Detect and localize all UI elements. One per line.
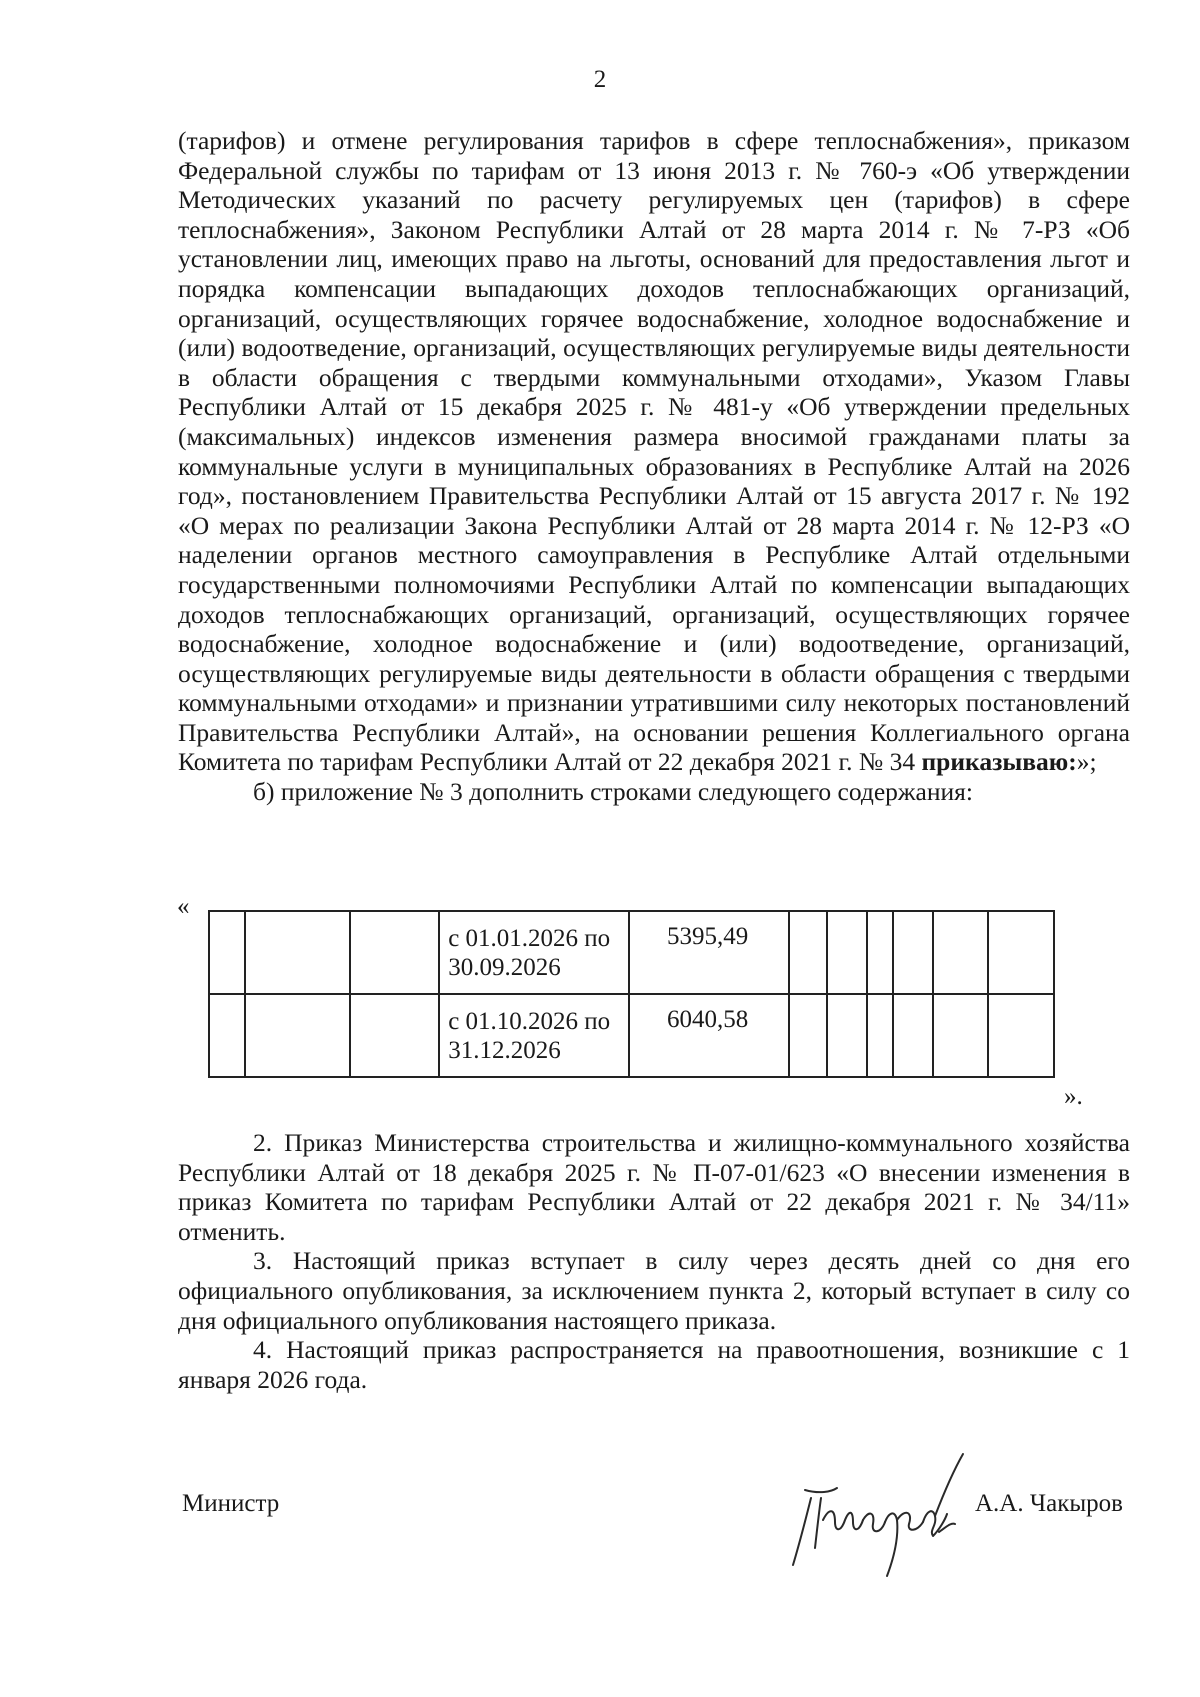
item-2: 2. Приказ Министерства строительства и жилищно-коммунального хозяйства Республики Алтай от 18 декабря 2025 г. № П-07-01/623 «О внесении изменения в приказ Комитета по тарифам Республики Алтай от 22 декабря 2021 г. № 34/11» отменить. xyxy=(178,1128,1130,1246)
page-number: 2 xyxy=(593,66,607,93)
document-body xyxy=(178,126,1130,807)
table-cell xyxy=(988,994,1054,1077)
intro-tail: »; xyxy=(1076,747,1097,777)
table-quote-close: ». xyxy=(1064,1083,1083,1110)
table-cell xyxy=(209,994,245,1077)
table-cell xyxy=(933,994,988,1077)
table-cell xyxy=(245,994,350,1077)
item-3: 3. Настоящий приказ вступает в силу через десять дней со дня его официального опубликования, за исключением пункта 2, который вступает в силу со дня официального опубликования настоящего приказа. xyxy=(178,1246,1130,1335)
period-cell: с 01.10.2026 по 31.12.2026 xyxy=(439,994,629,1077)
table-cell xyxy=(893,911,933,994)
tariff-value-cell: 5395,49 xyxy=(629,911,789,994)
table-cell xyxy=(988,911,1054,994)
tariff-value-cell: 6040,58 xyxy=(629,994,789,1077)
table-cell xyxy=(245,911,350,994)
table-cell xyxy=(827,994,867,1077)
table-cell xyxy=(350,994,440,1077)
table-cell xyxy=(789,911,827,994)
handwritten-signature xyxy=(785,1450,975,1580)
table-cell xyxy=(789,994,827,1077)
tariff-table xyxy=(208,910,1055,1078)
table-cell xyxy=(209,911,245,994)
table-cell xyxy=(867,911,894,994)
table-cell xyxy=(893,994,933,1077)
table-quote-open: « xyxy=(177,893,190,920)
table-row xyxy=(209,994,1054,1077)
period-cell: с 01.01.2026 по 30.09.2026 xyxy=(439,911,629,994)
order-keyword: приказываю: xyxy=(921,747,1077,777)
table-row xyxy=(209,911,1054,994)
subitem-b: б) приложение № 3 дополнить строками следующего содержания: xyxy=(253,777,973,807)
item-4: 4. Настоящий приказ распространяется на правоотношения, возникшие с 1 января 2026 года. xyxy=(178,1335,1130,1394)
signer-role: Министр xyxy=(182,1490,280,1517)
signer-name: А.А. Чакыров xyxy=(975,1490,1123,1517)
signature-block xyxy=(0,1450,1200,1590)
table-cell xyxy=(827,911,867,994)
table-cell xyxy=(933,911,988,994)
intro-paragraph xyxy=(178,126,1130,777)
order-items xyxy=(178,1128,1130,1394)
intro-text: (тарифов) и отмене регулирования тарифов в сфере теплоснабжения», приказом Федеральной службы по тарифам от 13 июня 2013 г. № 760-э «Об утверждении Методических указаний по расчету регулируемых цен (тарифов) в сфере теплоснабжения», Законом Республики Алтай от 28 марта 2014 г. № 7-РЗ «Об установлении лиц, имеющих право на льготы, оснований для предоставления льгот и порядка компенсации выпадающих доходов теплоснабжающих организаций, организаций, осуществляющих горячее водоснабжение, холодное водоснабжение и (или) водоотведение, организаций, осуществляющих регулируемые виды деятельности в области обращения с твердыми коммунальными отходами», Указом Главы Республики Алтай от 15 декабря 2025 г. № 481-у «Об утверждении предельных (максимальных) индексов изменения размера вносимой гражданами платы за коммунальные услуги в муниципальных образованиях в Республике Алтай на 2026 год», постановлением Правительства Республики Алтай от 15 августа 2017 г. № 192 «О мерах по реализации Закона Республики Алтай от 28 марта 2014 г. № 12-РЗ «О наделении органов местного самоуправления в Республике Алтай отдельными государственными полномочиями Республики Алтай по компенсации выпадающих доходов теплоснабжающих организаций, организаций, осуществляющих горячее водоснабжение, холодное водоснабжение и (или) водоотведение, организаций, осуществляющих регулируемые виды деятельности в области обращения с твердыми коммунальными отходами» и признании утратившими силу некоторых постановлений Правительства Республики Алтай», на основании решения Коллегиального органа Комитета по тарифам Республики Алтай от 22 декабря 2021 г. № 34 xyxy=(178,126,1130,777)
table-cell xyxy=(867,994,894,1077)
table-cell xyxy=(350,911,440,994)
